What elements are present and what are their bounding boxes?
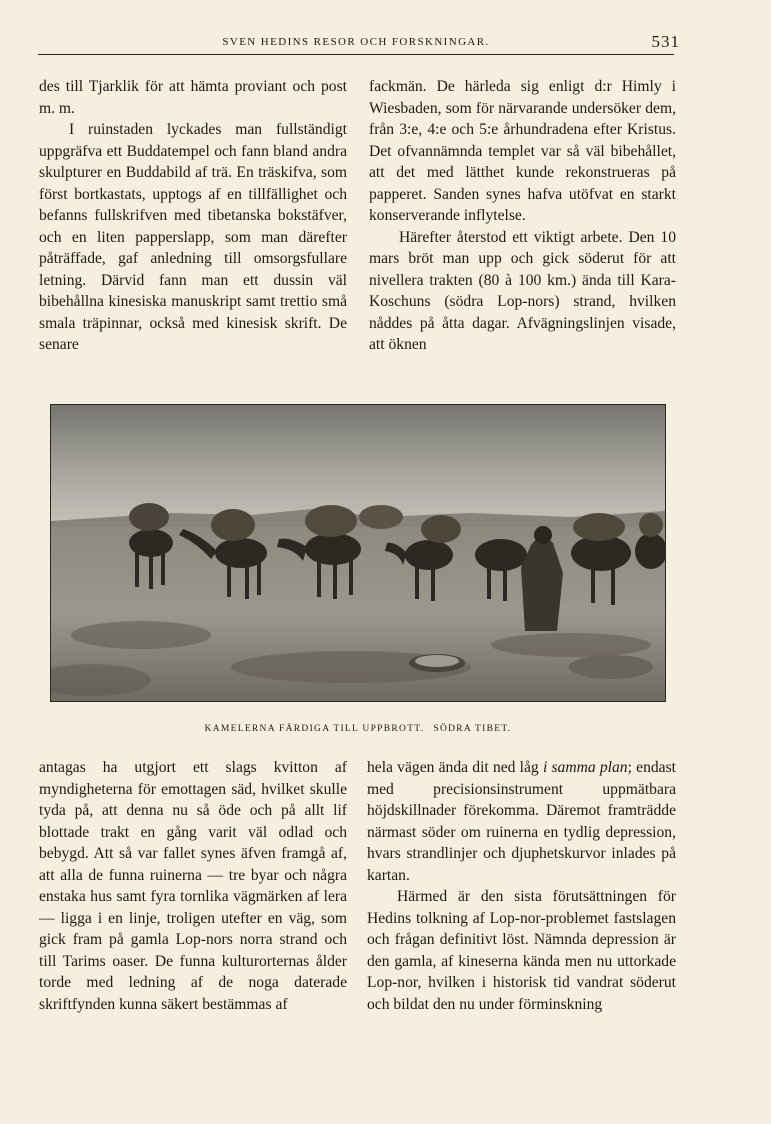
column-bottom-right [367,757,676,1015]
paragraph: Härefter återstod ett viktigt arbete. Den 10 mars bröt man upp och gick söderut för att nivellera trakten (80 à 100 km.) ända till Kara-Koschuns (södra Lop-nors) strand, hvilken nåddes på åtta dagar. Afvägningslinjen visade, att öknen [369,228,676,353]
paragraph-text: hela vägen ända dit ned låg [367,759,543,776]
camel-caravan-photo [50,404,666,702]
paragraph-text: ; endast med precisionsinstrument uppmätbara höjdskillnader förekomma. Däremot framträdde närmast söder om ruinerna en tydlig depression, hvars strandlinjer och djuphetskurvor inlades på kartan. [367,759,676,884]
column-bottom-left [39,757,347,1015]
paragraph: antagas ha utgjort ett slags kvitton af myndigheterna för emottagen säd, hvilket skulle tyda på, att denna nu så öde och på allt lif blottade trakt en gång varit väl odlad och bebygd. Att så var fallet synes äfven framgå af, att alla de funna ruinerna — tre byar och några enstaka hus samt fyra tornlika vägmärken af lera — ligga i en linje, troligen utefter en väg, som gick fram på gamla Lop-nors norra strand och till Tarims oaser. De funna kulturorternas ålder torde med ledning af de noga daterade skriftfynden kunna säkert bestämmas af [39,759,347,1013]
caption-main: KAMELERNA FÄRDIGA TILL UPPBROTT. [204,724,425,734]
column-top-right [369,76,676,356]
page-number: 531 [651,32,680,51]
caption-sub: SÖDRA TIBET. [433,724,512,734]
running-head [38,32,680,55]
paragraph: I ruinstaden lyckades man fullständigt uppgräfva ett Buddatempel och fann bland andra skulpturer en Buddabild af trä. En träskifva, som först bortkastats, upptogs af en tillfällighet och befanns fullskrifven med tibetanska bokstäfver, och en liten papperslapp, som man därefter påträffade, gaf anledning till omsorgsfullare letning. Därvid fann man ett dussin väl bibehållna kinesiska manuskript samt trettio små smala träpinnar, också med kinesisk skrift. De senare [39,121,347,353]
paragraph: des till Tjarklik för att hämta proviant och post m. m. [39,78,347,117]
photo-caption [50,724,666,734]
paragraph: fackmän. De härleda sig enligt d:r Himly i Wiesbaden, som för närvarande undersöker dem, från 3:e, 4:e och 5:e århundradena efter Kristus. Det ofvannämnda templet var så väl bibehållet, att det med lätthet kunde rekonstrueras på papperet. Sanden synes hafva utöfvat en starkt konserverande inflytelse. [369,78,676,224]
photo-illustration [51,405,665,701]
paragraph: Härmed är den sista förutsättningen för Hedins tolkning af Lop-nor-problemet fastslagen och frågan definitivt löst. Nämnda depression är den gamla, af kineserna kända men nu uttorkade Lop-nor, hvilken i historisk tid vandrat söderut och bildat den nu under förminskning [367,888,676,1013]
column-top-left [39,76,347,356]
running-title: SVEN HEDINS RESOR OCH FORSKNINGAR. [222,36,490,48]
paragraph [367,757,676,886]
italic-phrase: i samma plan [542,759,628,776]
